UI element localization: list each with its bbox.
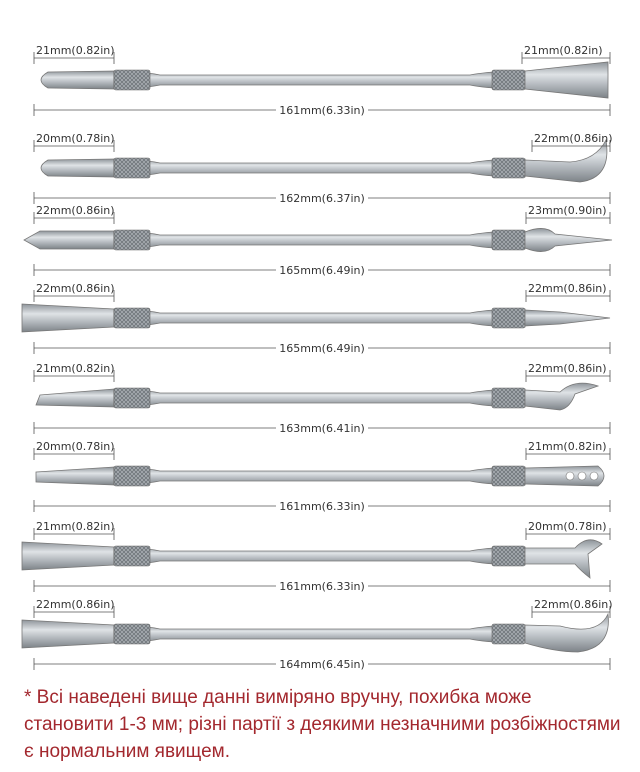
right-grip xyxy=(492,70,525,90)
left-dim-label: 21mm(0.82in) xyxy=(36,44,115,57)
right-grip xyxy=(492,546,525,566)
shaft xyxy=(114,625,525,643)
left-dim-label: 22mm(0.86in) xyxy=(36,282,115,295)
total-dim-label: 165mm(6.49in) xyxy=(279,342,365,355)
shaft xyxy=(114,467,525,485)
right-grip xyxy=(492,230,525,250)
left-dim-label: 21mm(0.82in) xyxy=(36,362,115,375)
right-grip xyxy=(492,624,525,644)
total-dim-label: 161mm(6.33in) xyxy=(279,580,365,593)
right-dim-label: 22mm(0.86in) xyxy=(528,362,607,375)
right-grip xyxy=(492,158,525,178)
total-dim-label: 161mm(6.33in) xyxy=(279,104,365,117)
tip-hole xyxy=(566,472,574,480)
right-dim-label: 22mm(0.86in) xyxy=(528,282,607,295)
right-grip xyxy=(492,388,525,408)
tool-1 xyxy=(34,44,610,118)
tool-8 xyxy=(22,598,613,672)
left-grip xyxy=(114,70,150,90)
left-tip xyxy=(36,467,114,485)
left-tip xyxy=(41,71,114,89)
tip-hole xyxy=(578,472,586,480)
right-dim-label: 22mm(0.86in) xyxy=(534,598,613,611)
tool-2 xyxy=(34,132,613,206)
total-dim-label: 165mm(6.49in) xyxy=(279,264,365,277)
right-dim-label: 21mm(0.82in) xyxy=(528,440,607,453)
shaft xyxy=(114,159,525,177)
left-dim-label: 20mm(0.78in) xyxy=(36,132,115,145)
total-dim-label: 161mm(6.33in) xyxy=(279,500,365,513)
right-tip xyxy=(525,614,608,652)
left-grip xyxy=(114,624,150,644)
left-grip xyxy=(114,230,150,250)
shaft xyxy=(114,231,525,249)
right-tip xyxy=(525,310,610,326)
total-dim-label: 162mm(6.37in) xyxy=(279,192,365,205)
shaft xyxy=(114,547,525,565)
left-grip xyxy=(114,388,150,408)
left-tip xyxy=(36,389,114,407)
left-grip xyxy=(114,308,150,328)
right-tip xyxy=(525,540,602,578)
total-dim-label: 163mm(6.41in) xyxy=(279,422,365,435)
right-dim-label: 20mm(0.78in) xyxy=(528,520,607,533)
right-tip xyxy=(525,62,608,98)
tool-4 xyxy=(22,282,610,356)
right-dim-label: 23mm(0.90in) xyxy=(528,204,607,217)
left-grip xyxy=(114,466,150,486)
left-dim-label: 21mm(0.82in) xyxy=(36,520,115,533)
tip-hole xyxy=(590,472,598,480)
tool-6 xyxy=(34,440,610,514)
shaft xyxy=(114,309,525,327)
left-grip xyxy=(114,158,150,178)
left-tip xyxy=(22,542,114,570)
tool-5 xyxy=(34,362,610,436)
right-grip xyxy=(492,466,525,486)
left-dim-label: 20mm(0.78in) xyxy=(36,440,115,453)
left-grip xyxy=(114,546,150,566)
right-dim-label: 21mm(0.82in) xyxy=(524,44,603,57)
total-dim-label: 164mm(6.45in) xyxy=(279,658,365,671)
footnote: * Всі наведені вище данні виміряно вручну, похибка може становити 1-3 мм; різні партії з деякими незначними розбіжностями є нормальним явищем. xyxy=(24,687,621,762)
left-tip xyxy=(22,620,114,648)
tool-7 xyxy=(22,520,610,594)
shaft xyxy=(114,389,525,407)
shaft xyxy=(114,71,525,89)
left-dim-label: 22mm(0.86in) xyxy=(36,204,115,217)
left-tip xyxy=(22,304,114,332)
right-tip xyxy=(525,383,598,410)
right-dim-label: 22mm(0.86in) xyxy=(534,132,613,145)
tool-3 xyxy=(24,204,612,278)
left-dim-label: 22mm(0.86in) xyxy=(36,598,115,611)
left-tip xyxy=(24,231,114,249)
left-tip xyxy=(41,159,114,177)
right-tip xyxy=(525,228,612,251)
right-grip xyxy=(492,308,525,328)
